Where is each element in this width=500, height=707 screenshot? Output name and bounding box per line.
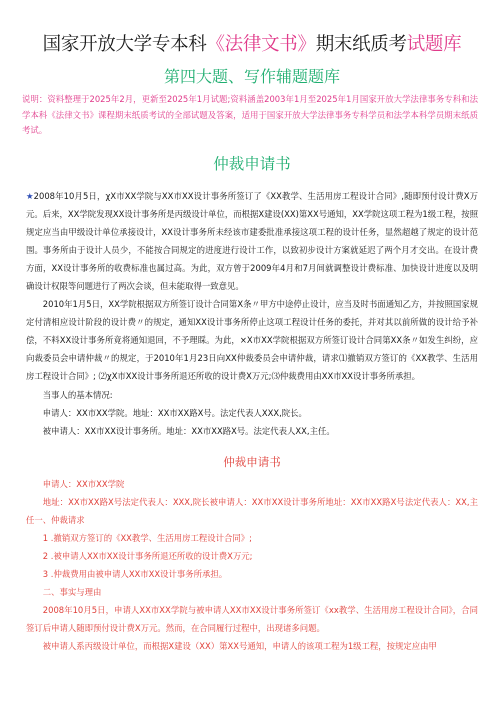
question-paragraph-2: 2010年1月5日，XX学院根据双方所签订设计合同第X条〃甲方中途停止设计，应当及时书面通知乙方，并按照国家规定付清相应设计阶段的设计费〃的规定，通知XX设计事务所停止这项工程设计任务的委托，并对其以前所做的设计给予补偿，不料XX设计事务所竟将通知退回，不予理睬。为此，×X市XX学院根据双方所签订设计合同第XX条〃如发生纠纷，应向裁委员会申请仲裁〃的规定，于2010年1月23日向XX仲裁委员会申请仲裁，请求⑴撤销双方签订的《XX教学、生活用房工程设计合同》; ⑵χX市XX设计事务所退还所收的设计费X万元;⑶仲裁费用由XX市XX设计事务所承担。	[26, 299, 478, 382]
answer-facts-paragraph-2: 被申请人系丙级设计单位，而根据X建设（XX）第XX号通知，申请人的该项工程为1级工程，按规定应由甲	[42, 640, 437, 651]
answer-line-address: 地址：XX市XX路X号法定代表人：XXX,院长被申请人：XX市XX设计事务所地址：XX市XX路X号法定代表人：XX,主任一、仲裁请求	[26, 496, 478, 525]
title-course-name: 《法律文书》	[206, 34, 316, 55]
page-title	[26, 0, 478, 57]
section-title: 仲裁申请书	[213, 154, 291, 173]
answer-line-applicant: 申请人：XX市XX学院	[42, 478, 125, 489]
answer-facts-heading: 二、事实与理由	[42, 586, 102, 597]
answer-request-2: 2 .被申请人XX市XX设计事务所退还所收的设计费X万元;	[42, 550, 253, 561]
title-suffix: 试题库	[406, 34, 462, 55]
answer-request-1: 1 .撤销双方签订的《XX教学、生活用房工程设计合同》;	[42, 532, 252, 543]
applicant-info: 申请人：XX市XX学院。地址：XX市XX路X号。法定代表人XXX,院长。	[42, 407, 307, 418]
question-paragraph-3: 当事人的基本情况:	[42, 389, 113, 400]
respondent-info: 被申请人：XX市XX设计事务所。地址：XX市XX路X号。法定代表人XX,主任。	[42, 425, 335, 436]
question-body	[26, 187, 478, 440]
question-paragraph-1-text: 2008年10月5日，χX市XX学院与XX市XX设计事务所签订了《XX教学、生活用房工程设计合同》,随即预付设计费X万元。后来，XX学院发现XX设计事务所是丙级设计单位，而根据X建设(XX)第XX号通知，XX学院这项工程为1级工程，按照规定应当由甲级设计单位承接设计，XX设计事务所未经该市建委批准承接这项工程的设计任务，显然超越了规定的设计范围。事务所由于设计人员少，不能按合同规定的进度进行设计工作，以致初步设计方案就延迟了两个月才交出。在设计费方面，XX设计事务所的收费标准也属过高。为此，双方曾于2009年4月和7月间就调整设计费标准、加快设计进度以及明确设计权限等问题进行了两次会谈，但未能取得一致意见。	[26, 190, 478, 291]
answer-body	[26, 475, 478, 655]
title-middle: 期末纸质考	[315, 34, 407, 55]
page-subtitle: 第四大题、写作辅题题库	[163, 67, 340, 86]
title-prefix: 国家开放大学专本科	[42, 34, 207, 55]
description-note: 说明：资料整理于2025年2月，更新至2025年1月试题;资料涵盖2003年1月至2025年1月国家开放大学法律事务专科和法学本科《法律文书》课程期末纸质考试的全部试题及答案，适用于国家开放大学法律事务专科学员和法学本科学员期末纸质考试。	[22, 94, 478, 135]
answer-title: 仲裁申请书	[223, 454, 281, 469]
question-paragraph-1	[26, 187, 478, 296]
answer-request-3: 3 .仲裁费用由被申请人XX市XX设计事务所承担。	[42, 568, 228, 579]
answer-facts-paragraph-1: 2008年10月5日，申请人XX市XX学院与被申请人XX市XX设计事务所签订《xx教学、生活用房工程设计合同》，合同签订后申请人随即预付设计费X万元。然而，在合同履行过程中，出现诸多问题。	[26, 604, 478, 633]
star-icon: ★	[26, 190, 34, 201]
